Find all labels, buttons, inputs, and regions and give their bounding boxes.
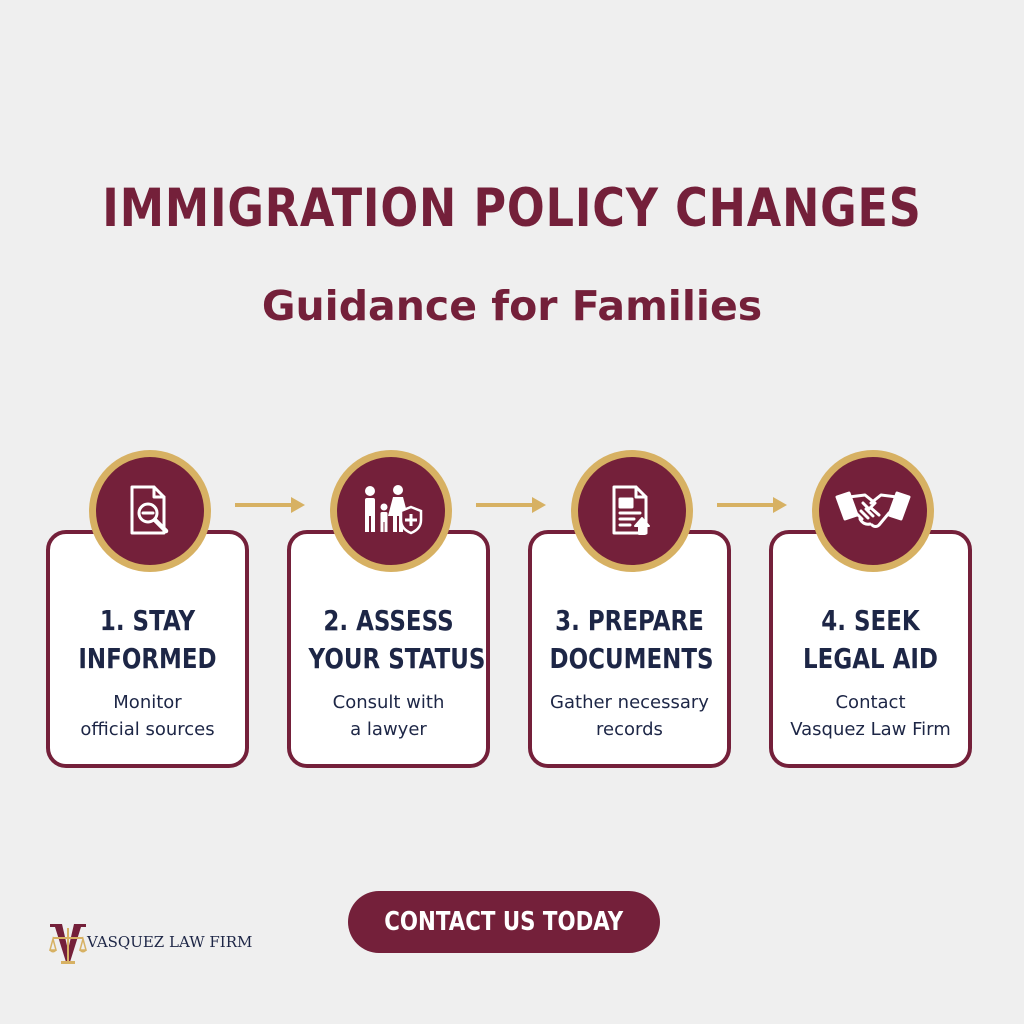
page-title: IMMIGRATION POLICY CHANGES (102, 178, 922, 239)
document-upload-icon (600, 479, 664, 543)
step-badge-4 (812, 450, 934, 572)
law-firm-logo-icon (46, 918, 90, 966)
arrow-right-icon (235, 495, 307, 515)
contact-us-label: CONTACT US TODAY (384, 907, 624, 937)
brand-name: VASQUEZ LAW FIRM (87, 933, 253, 951)
step-title: 3. PREPARE DOCUMENTS (549, 604, 714, 675)
step-description: Contact Vasquez Law Firm (790, 692, 951, 740)
step-title: 2. ASSESS YOUR STATUS (308, 604, 486, 675)
step-badge-2 (330, 450, 452, 572)
step-badge-3 (571, 450, 693, 572)
step-badge-1 (89, 450, 211, 572)
step-title: 1. STAY INFORMED (78, 604, 217, 675)
document-search-icon (118, 479, 182, 543)
family-shield-icon (356, 479, 426, 543)
step-title: 4. SEEK LEGAL AID (803, 604, 938, 675)
step-description: Consult with a lawyer (332, 692, 445, 740)
contact-us-button[interactable] (348, 891, 660, 953)
step-description: Monitor official sources (80, 692, 215, 740)
page-subtitle: Guidance for Families (261, 282, 763, 330)
arrow-right-icon (476, 495, 548, 515)
handshake-icon (835, 481, 911, 541)
arrow-right-icon (717, 495, 789, 515)
step-description: Gather necessary records (550, 692, 709, 740)
